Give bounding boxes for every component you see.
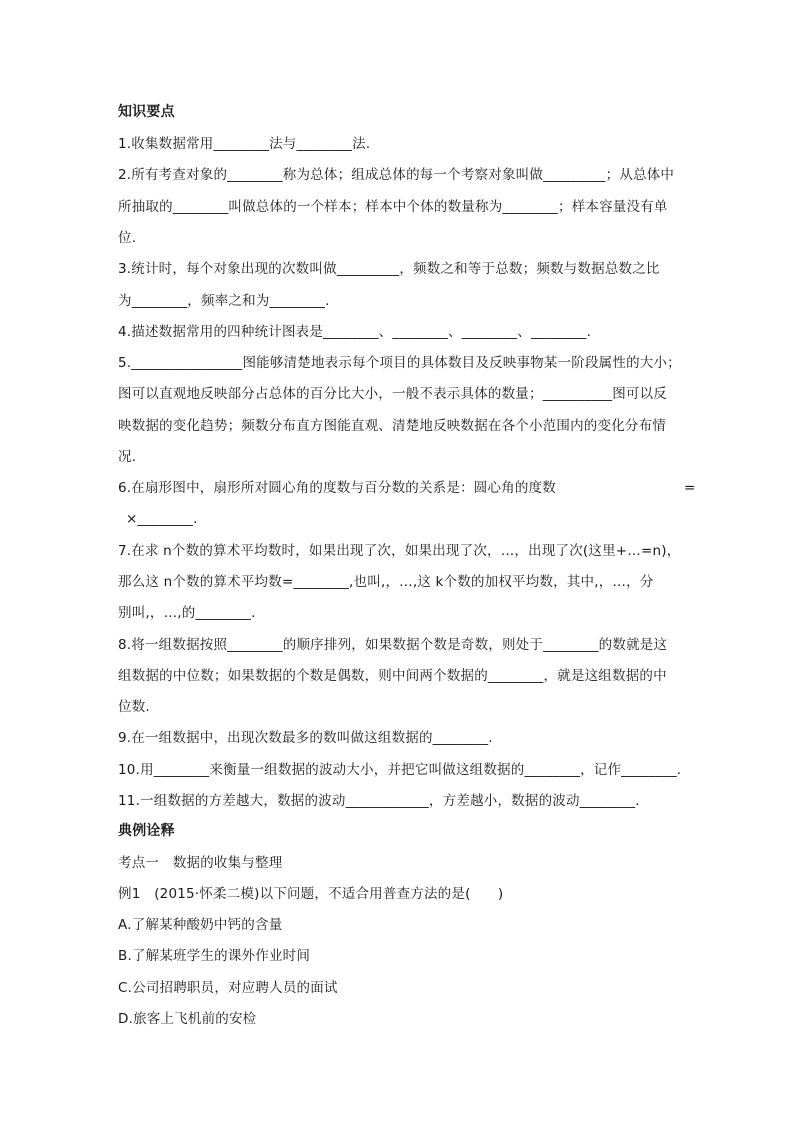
option-c: C.公司招聘职员，对应聘人员的面试	[118, 980, 338, 996]
text-line-14: 7.在求 n个数的算术平均数时，如果出现了次，如果出现了次，…，出现了次(这里+…=n)，	[118, 543, 681, 559]
text-line-20: 9.在一组数据中，出现次数最多的数叫做这组数据的________.	[118, 730, 493, 746]
section-heading-examples: 典例诠释	[118, 823, 175, 839]
text-line-13: ×________.	[126, 511, 198, 527]
option-a: A.了解某种酸奶中钙的含量	[118, 917, 283, 933]
option-d: D.旅客上飞机前的安检	[118, 1011, 257, 1027]
equals-sign: =	[684, 480, 696, 496]
text-line-9: 图可以直观地反映部分占总体的百分比大小，一般不表示具体的数量；__________图可以反	[118, 386, 667, 402]
question-line: 例1 (2015·怀柔二模)以下问题，不适合用普查方法的是( )	[118, 886, 504, 902]
text-line-12: 6.在扇形图中，扇形所对圆心角的度数与百分数的关系是：圆心角的度数	[118, 480, 556, 496]
text-line-10: 映数据的变化趋势；频数分布直方图能直观、清楚地反映数据在各个小范围内的变化分布情	[118, 418, 666, 434]
text-line-19: 位数.	[118, 699, 150, 715]
text-line-2: 2.所有考查对象的________称为总体；组成总体的每一个考察对象叫做_________；从总体中	[118, 167, 675, 183]
text-line-3: 所抽取的________叫做总体的一个样本；样本中个体的数量称为________；样本容量没有单	[118, 199, 668, 215]
text-line-1: 1.收集数据常用________法与________法.	[118, 136, 371, 152]
text-line-6: 为________，频率之和为________.	[118, 293, 330, 309]
option-b: B.了解某班学生的课外作业时间	[118, 948, 311, 964]
text-line-5: 3.统计时，每个对象出现的次数叫做_________，频数之和等于总数；频数与数据总数之比	[118, 261, 660, 277]
text-line-11: 况.	[118, 449, 137, 465]
section-heading-knowledge: 知识要点	[118, 104, 175, 120]
text-line-18: 组数据的中位数；如果数据的个数是偶数，则中间两个数据的________，就是这组数据的中	[118, 668, 667, 684]
text-line-17: 8.将一组数据按照________的顺序排列，如果数据个数是奇数，则处于________的数就是这	[118, 637, 668, 653]
text-line-16: 别叫,，…,的________.	[118, 605, 256, 621]
text-line-7: 4.描述数据常用的四种统计图表是________、________、________、________.	[118, 324, 592, 340]
topic-line: 考点一 数据的收集与整理	[118, 855, 283, 871]
text-line-4: 位.	[118, 230, 137, 246]
text-line-21: 10.用________来衡量一组数据的波动大小，并把它叫做这组数据的________，记作________.	[118, 762, 682, 778]
text-line-22: 11.一组数据的方差越大，数据的波动____________，方差越小，数据的波动________.	[118, 793, 640, 809]
text-line-15: 那么这 n个数的算术平均数=________,也叫,，…,这 k个数的加权平均数，其中,，…，分	[118, 574, 654, 590]
text-line-8: 5.________________图能够清楚地表示每个项目的具体数目及反映事物某一阶段属性的大小；	[118, 355, 681, 371]
